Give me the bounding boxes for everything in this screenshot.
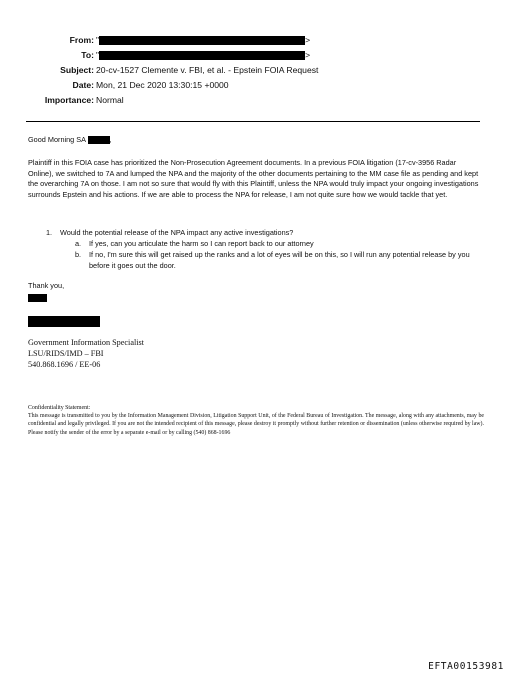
list-item: [46, 228, 480, 239]
redaction-block: [28, 316, 100, 327]
redaction-block: [99, 36, 305, 45]
to-value: [96, 50, 310, 61]
sub-item-a: [75, 239, 480, 250]
from-suffix: >: [305, 35, 311, 45]
importance-label: Importance:: [44, 95, 94, 105]
from-value: [96, 35, 310, 46]
list-number: 1.: [46, 228, 53, 237]
signature-phone: 540.868.1696 / EE-06: [28, 360, 101, 369]
closing: [28, 281, 480, 292]
signature-title: Government Information Specialist: [28, 338, 144, 347]
sub-b-marker: b.: [75, 250, 82, 259]
importance-value: Normal: [96, 95, 124, 105]
confidentiality-text: This message is transmitted to you by the Information Management Division, Litigation Support Unit, of the Federal Bureau of Investigation. The message, along with any attachments, may be confidential and legally privileged. If you are not the intended recipient of this message, please destroy it promptly without further retention or dissemination (unless otherwise required by law). Please notify the sender of the error by a separate e-mail or by calling (540) 868-1696: [28, 413, 484, 436]
greeting: [28, 135, 480, 146]
bates-number: EFTA00153981: [428, 661, 504, 672]
closing-text: Thank you,: [28, 281, 65, 290]
from-label: From:: [69, 35, 94, 45]
sub-b-text: If no, I'm sure this will get raised up the ranks and a lot of eyes will be on this, so I will run any potential release by you before it goes out the door.: [89, 250, 470, 270]
paragraph-text: Plaintiff in this FOIA case has prioritized the Non-Prosecution Agreement documents. In a previous FOIA litigation (17-cv-3956 Radar Online), we switched to 7A and lumped the NPA and the majority of the other documents pertaining to the MM case file as pending and kept the overarching 7A on those. I am not so sure that would fly with this Plaintiff, unless the NPA would truly impact your ongoing investigations surrounds Epstein and his actions. If we are able to process the NPA for release, I am not quite sure how we would tackle that yet.: [28, 158, 479, 199]
subject-value: 20-cv-1527 Clemente v. FBI, et al. - Epstein FOIA Request: [96, 65, 319, 75]
list-item-text: Would the potential release of the NPA impact any active investigations?: [60, 228, 294, 237]
confidentiality-heading: Confidentiality Statement:: [28, 405, 91, 411]
to-label: To:: [81, 50, 94, 60]
redaction-block: [88, 136, 110, 144]
sub-a-marker: a.: [75, 239, 82, 248]
sub-a-text: If yes, can you articulate the harm so I can report back to our attorney: [89, 239, 314, 248]
greeting-suffix: ,: [109, 135, 112, 144]
signature-unit: LSU/RIDS/IMD – FBI: [28, 349, 104, 358]
redaction-block: [99, 51, 305, 60]
to-prefix: ": [96, 50, 100, 60]
date-label: Date:: [72, 80, 94, 90]
greeting-prefix: Good Morning SA: [28, 135, 86, 144]
sub-item-b: [75, 250, 480, 271]
to-suffix: >: [305, 50, 311, 60]
subject-label: Subject:: [60, 65, 94, 75]
body-paragraph: [28, 158, 480, 200]
header-divider: [26, 121, 480, 122]
redaction-block: [28, 294, 47, 302]
date-value: Mon, 21 Dec 2020 13:30:15 +0000: [96, 80, 229, 90]
from-prefix: ": [96, 35, 100, 45]
